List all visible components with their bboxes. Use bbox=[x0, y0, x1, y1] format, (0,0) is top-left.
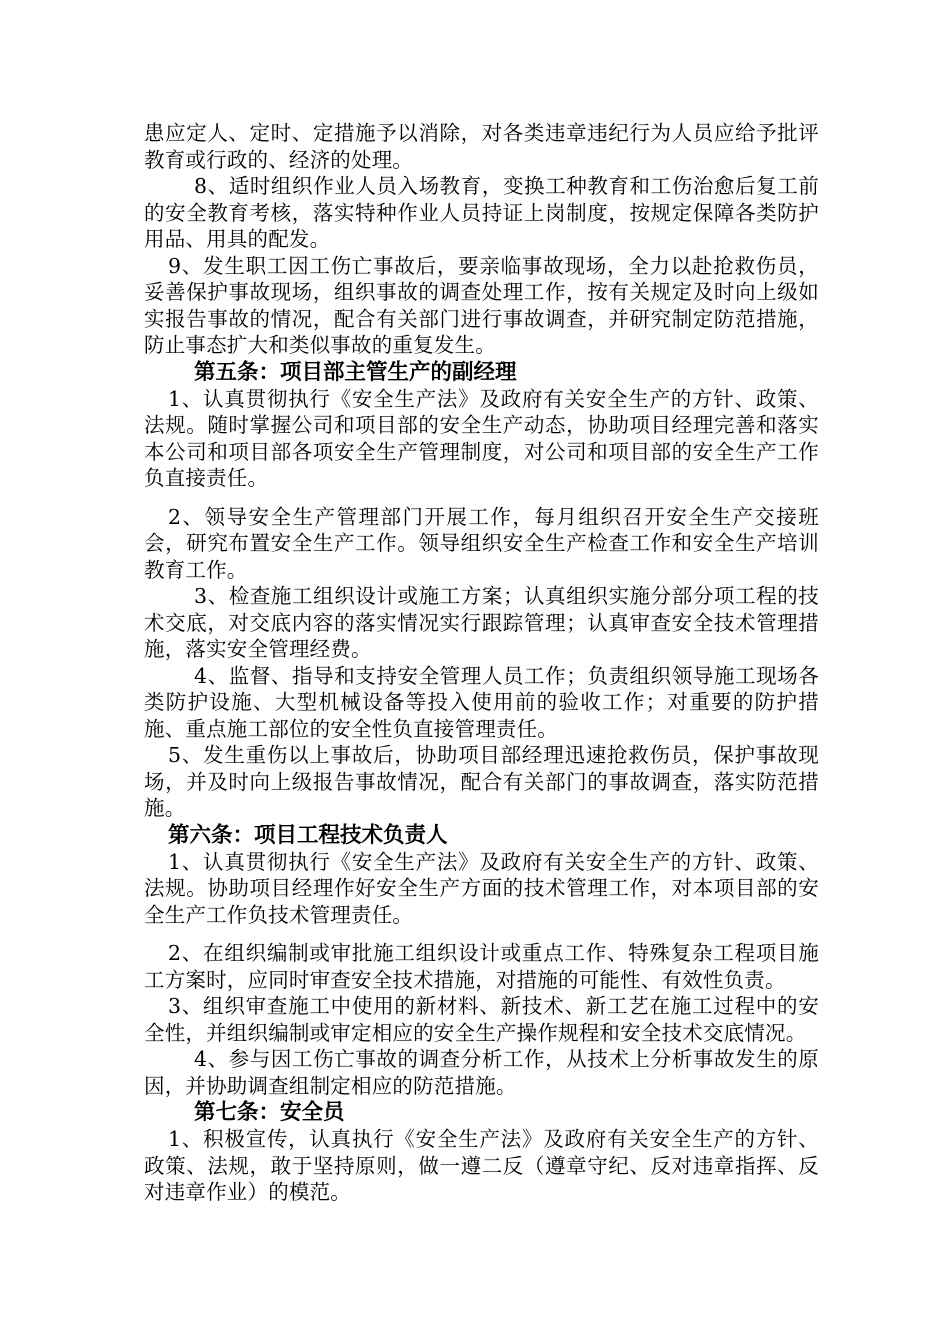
section-heading-article-5: 第五条：项目部主管生产的副经理 bbox=[194, 359, 517, 385]
paragraph-article-6-item-3: 3、组织审查施工中使用的新材料、新技术、新工艺在施工过程中的安全性，并组织编制或审定相应的安全生产操作规程和安全技术交底情况。 bbox=[144, 994, 819, 1045]
paragraph-hazard-handling: 患应定人、定时、定措施予以消除，对各类违章违纪行为人员应给予批评教育或行政的、经济的处理。 bbox=[144, 121, 819, 172]
paragraph-item-9: 9、发生职工因工伤亡事故后，要亲临事故现场，全力以赴抢救伤员，妥善保护事故现场，组织事故的调查处理工作，按有关规定及时向上级如实报告事故的情况，配合有关部门进行事故调查，并研究制定防范措施，防止事态扩大和类似事故的重复发生。 bbox=[144, 253, 819, 357]
paragraph-article-5-item-1: 1、认真贯彻执行《安全生产法》及政府有关安全生产的方针、政策、法规。随时掌握公司和项目部的安全生产动态，协助项目经理完善和落实本公司和项目部各项安全生产管理制度，对公司和项目部的安全生产工作负直接责任。 bbox=[144, 386, 819, 490]
paragraph-article-6-item-1: 1、认真贯彻执行《安全生产法》及政府有关安全生产的方针、政策、法规。协助项目经理作好安全生产方面的技术管理工作，对本项目部的安全生产工作负技术管理责任。 bbox=[144, 849, 819, 927]
paragraph-article-5-item-2: 2、领导安全生产管理部门开展工作，每月组织召开安全生产交接班会，研究布置安全生产工作。领导组织安全生产检查工作和安全生产培训教育工作。 bbox=[144, 504, 819, 582]
document-body bbox=[144, 120, 819, 1206]
section-heading-article-6: 第六条：项目工程技术负责人 bbox=[168, 822, 448, 848]
paragraph-article-6-item-4: 4、参与因工伤亡事故的调查分析工作，从技术上分析事故发生的原因，并协助调查组制定相应的防范措施。 bbox=[144, 1047, 819, 1098]
paragraph-article-5-item-4: 4、监督、指导和支持安全管理人员工作；负责组织领导施工现场各类防护设施、大型机械设备等投入使用前的验收工作；对重要的防护措施、重点施工部位的安全性负直接管理责任。 bbox=[144, 663, 819, 741]
paragraph-article-5-item-3: 3、检查施工组织设计或施工方案；认真组织实施分部分项工程的技术交底，对交底内容的落实情况实行跟踪管理；认真审查安全技术管理措施，落实安全管理经费。 bbox=[144, 584, 819, 661]
section-heading-article-7: 第七条：安全员 bbox=[194, 1100, 345, 1125]
paragraph-item-8: 8、适时组织作业人员入场教育，变换工种教育和工伤治愈后复工前的安全教育考核，落实特种作业人员持证上岗制度，按规定保障各类防护用品、用具的配发。 bbox=[144, 174, 819, 251]
paragraph-article-7-item-1: 1、积极宣传，认真执行《安全生产法》及政府有关安全生产的方针、政策、法规，敢于坚持原则，做一遵二反（遵章守纪、反对违章指挥、反对违章作业）的模范。 bbox=[144, 1127, 819, 1204]
paragraph-article-6-item-2: 2、在组织编制或审批施工组织设计或重点工作、特殊复杂工程项目施工方案时，应同时审查安全技术措施，对措施的可能性、有效性负责。 bbox=[144, 941, 819, 992]
paragraph-article-5-item-5: 5、发生重伤以上事故后，协助项目部经理迅速抢救伤员，保护事故现场，并及时向上级报告事故情况，配合有关部门的事故调查，落实防范措施。 bbox=[144, 743, 819, 820]
